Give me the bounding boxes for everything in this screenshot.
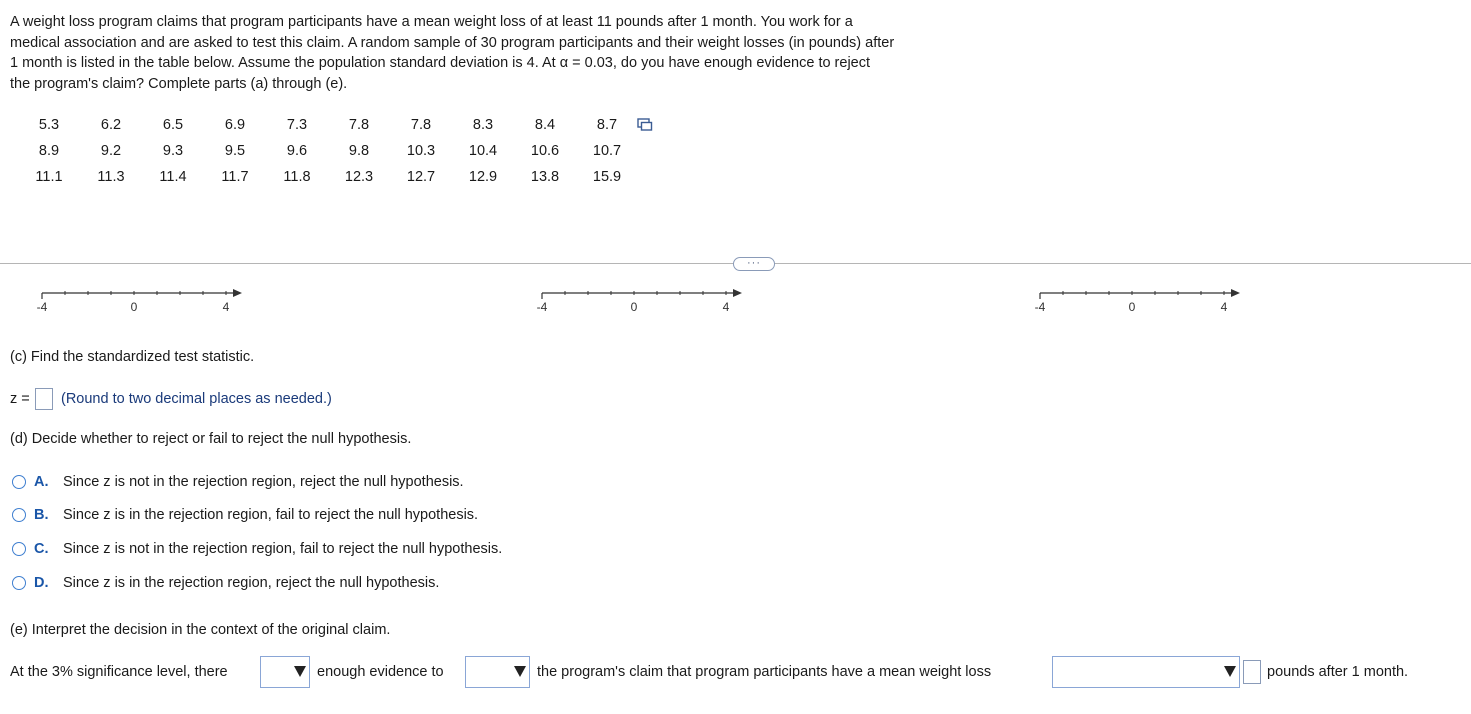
problem-line: A weight loss program claims that program participants have a mean weight loss of at least 11 pounds after 1 month. You work for a: [10, 14, 853, 30]
arrow-right-icon: [233, 289, 242, 297]
tick-label: 4: [222, 300, 230, 314]
table-cell: 9.5: [224, 143, 246, 159]
part-d-prompt: (d) Decide whether to reject or fail to reject the null hypothesis.: [10, 431, 412, 447]
table-cell: 15.9: [592, 169, 622, 185]
arrow-right-icon: [1231, 289, 1240, 297]
tick-label: 4: [722, 300, 730, 314]
dropdown-arrow-icon: [294, 666, 306, 677]
table-cell: 9.6: [286, 143, 308, 159]
table-cell: 8.7: [596, 117, 618, 133]
interpretation-text: At the 3% significance level, there: [10, 664, 228, 680]
radio-button[interactable]: [12, 576, 26, 590]
tick-label: 0: [630, 300, 638, 314]
table-cell: 9.8: [348, 143, 370, 159]
number-line-graph: [1026, 285, 1266, 325]
number-line-graph: [28, 285, 268, 325]
number-line-graph: [528, 285, 768, 325]
table-cell: 13.8: [530, 169, 560, 185]
radio-button[interactable]: [12, 508, 26, 522]
table-cell: 6.5: [162, 117, 184, 133]
option-text: Since z is not in the rejection region, fail to reject the null hypothesis.: [63, 541, 503, 557]
option-letter: D.: [34, 575, 49, 591]
table-cell: 11.8: [283, 169, 311, 185]
option-d[interactable]: [12, 572, 439, 594]
table-cell: 8.4: [534, 117, 556, 133]
option-c[interactable]: [12, 538, 502, 560]
table-cell: 12.3: [344, 169, 374, 185]
tick-label: 0: [130, 300, 138, 314]
table-cell: 12.7: [406, 169, 436, 185]
tick-label: -4: [536, 300, 548, 314]
arrow-right-icon: [733, 289, 742, 297]
part-c-prompt: (c) Find the standardized test statistic.: [10, 349, 255, 365]
table-cell: 11.4: [159, 169, 187, 185]
z-statistic-input[interactable]: [35, 388, 53, 410]
table-cell: 8.9: [38, 143, 60, 159]
tick-label: 0: [1128, 300, 1136, 314]
interpretation-text: the program's claim that program participants have a mean weight loss: [537, 664, 992, 680]
table-cell: 7.3: [286, 117, 308, 133]
dropdown-arrow-icon: [1224, 666, 1236, 677]
table-cell: 6.9: [224, 117, 246, 133]
option-b[interactable]: [12, 504, 478, 526]
problem-line: 1 month is listed in the table below. Assume the population standard deviation is 4. At α = 0.03, do you have enough evidence to reject: [10, 55, 871, 71]
option-letter: B.: [34, 507, 49, 523]
table-cell: 5.3: [38, 117, 60, 133]
problem-line: the program's claim? Complete parts (a) through (e).: [10, 75, 348, 92]
table-row: [18, 164, 638, 190]
table-cell: 10.6: [530, 143, 560, 159]
table-cell: 11.7: [221, 169, 249, 185]
table-cell: 11.1: [35, 169, 63, 185]
table-cell: 10.3: [406, 143, 436, 159]
copy-icon[interactable]: [637, 118, 653, 132]
expand-more-button[interactable]: ···: [733, 257, 775, 271]
radio-button[interactable]: [12, 542, 26, 556]
dropdown-arrow-icon: [514, 666, 526, 677]
rounding-note: (Round to two decimal places as needed.): [61, 391, 332, 407]
interpretation-text: pounds after 1 month.: [1267, 664, 1409, 680]
weight-loss-input[interactable]: [1243, 660, 1261, 684]
action-dropdown[interactable]: [465, 656, 530, 688]
option-text: Since z is in the rejection region, reject the null hypothesis.: [63, 575, 440, 591]
tick-label: 4: [1220, 300, 1228, 314]
option-letter: C.: [34, 541, 49, 557]
evidence-dropdown[interactable]: [260, 656, 310, 688]
z-label: z =: [10, 391, 30, 407]
table-cell: 6.2: [100, 117, 122, 133]
problem-line: medical association and are asked to test this claim. A random sample of 30 program participants and their weight losses (in pounds) after: [10, 34, 895, 51]
table-cell: 10.4: [468, 143, 498, 159]
option-text: Since z is not in the rejection region, reject the null hypothesis.: [63, 474, 464, 490]
table-cell: 7.8: [348, 117, 370, 133]
tick-label: -4: [36, 300, 48, 314]
radio-button[interactable]: [12, 475, 26, 489]
interpretation-text: enough evidence to: [317, 664, 444, 680]
table-cell: 12.9: [468, 169, 498, 185]
data-table: [18, 112, 638, 190]
table-cell: 9.3: [162, 143, 184, 159]
table-cell: 9.2: [100, 143, 122, 159]
option-letter: A.: [34, 474, 49, 490]
table-cell: 10.7: [592, 143, 622, 159]
table-cell: 11.3: [97, 169, 125, 185]
table-row: [18, 112, 638, 138]
table-row: [18, 138, 638, 164]
table-cell: 7.8: [410, 117, 432, 133]
table-cell: 8.3: [472, 117, 494, 133]
option-text: Since z is in the rejection region, fail to reject the null hypothesis.: [63, 507, 479, 523]
part-e-prompt: (e) Interpret the decision in the context of the original claim.: [10, 622, 391, 638]
option-a[interactable]: [12, 471, 464, 493]
tick-label: -4: [1034, 300, 1046, 314]
comparison-dropdown[interactable]: [1052, 656, 1240, 688]
problem-statement: [10, 12, 1010, 94]
